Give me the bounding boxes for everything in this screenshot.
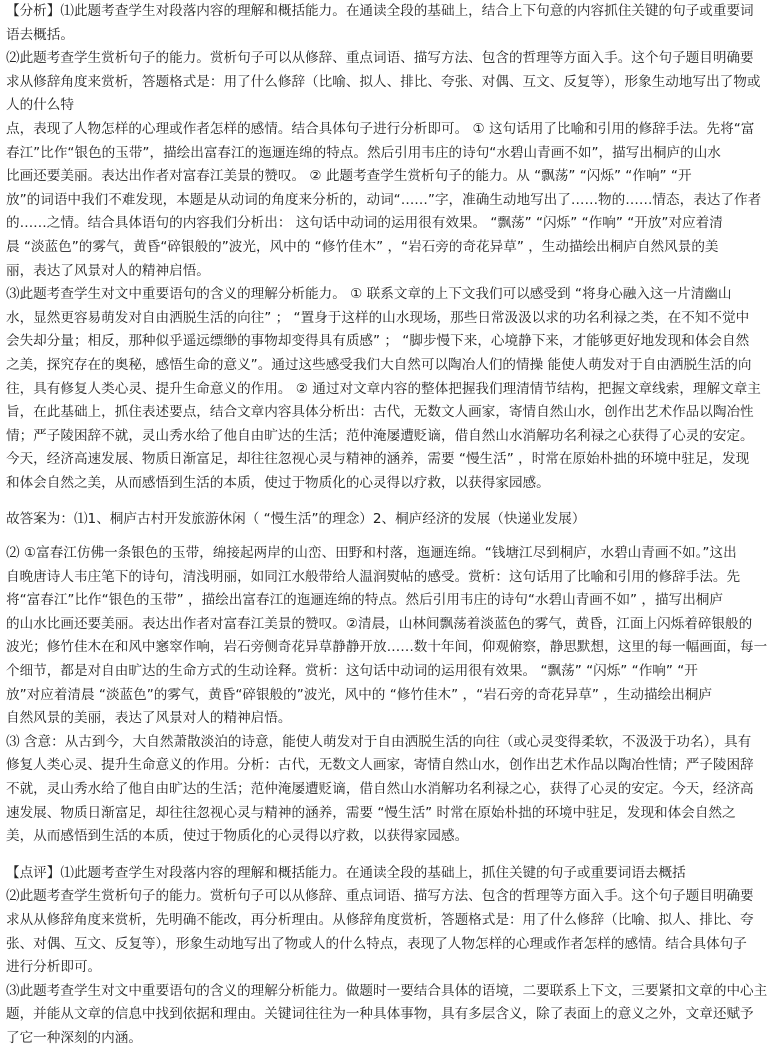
answer-line: 放”对应着清晨 “淡蓝色”的雾气，黄昏“碎银般的”波光，风中的 “修竹佳木” ，“岩石旁的奇花异草” ，生动描绘出桐庐 [6, 686, 712, 703]
section-gap [6, 849, 774, 862]
comment-line: 张、对偶、互文、反复等），形象生动地写出了物或人的什么特点，表现了人物怎样的心理或作者怎样的感情。结合具体句子 [6, 935, 747, 952]
answer-line: 速发展、物质日渐富足，却往往忽视心灵与精神的涵养，需要 “慢生活” 时常在原始朴拙的环境中驻足，发现和体会自然之 [6, 804, 736, 821]
analysis-section [6, 0, 774, 495]
answer-line: 个细节，都是对自由旷达的生命方式的生动诠释。赏析：这句话中动词的运用很有效果。 “飘荡” “闪烁” “作响” “开 [6, 663, 698, 680]
answer-line: 修复人类心灵、提升生命意义的作用。分析：古代，无数文人画家，寄情自然山水，创作出艺术作品以陶冶性情；严子陵困辞 [6, 757, 754, 774]
analysis-line: 的……之情。结合具体语句的内容我们分析出： 这句话中动词的运用很有效果。 “飘荡” “闪烁” “作响” “开放”对应着清 [6, 215, 723, 232]
analysis-line: 往，具有修复人类心灵、提升生命意义的作用。 ② 通过对文章内容的整体把握我们理清情节结构，把握文章线索，理解文章主 [6, 380, 761, 397]
answer-line: 美，从而感悟到生活的本质，使过于物质化的心灵得以疗救，以获得家园感。 [6, 828, 469, 845]
comment-line: 求从从修辞角度来赏析，先明确不能改，再分析理由。从修辞角度赏析，答题格式是：用了什么修辞（比喻、拟人、排比、夸 [6, 911, 754, 928]
analysis-line: 会失却分量；相反，那种似乎遥远缥缈的事物却变得具有质感” ； “脚步慢下来，心境静下来，才能够更好地发现和体会自然 [6, 333, 750, 350]
answer-line: 将“富春江”比作“银色的玉带” ，描绘出富春江的迤逦连绵的特点。然后引用韦庄的诗句“水碧山青画不如” ，描写出桐庐 [6, 592, 723, 609]
analysis-line: 求从修辞角度来赏析，答题格式是：用了什么修辞（比喻、拟人、排比、夸张、对偶、互文、反复等），形象生动地写出了物或人的什么特 [6, 73, 761, 114]
answer-line: 不就，灵山秀水给了他自由旷达的生活；范仲淹屡遭贬谪，借自然山水消解功名利禄之心，获得了心灵的安定。今天，经济高 [6, 781, 754, 797]
answer-line: 故答案为：⑴1、桐庐古村开发旅游休闲（ “慢生活”的理念）2、桐庐经济的发展（快递业发展） [6, 511, 586, 528]
answer-line: 波光；修竹佳木在和风中窸窣作响，岩石旁侧奇花异草静静开放……数十年间，仰观俯察，静思默想，这里的每一幅画面，每一 [6, 639, 768, 656]
comment-line: 进行分析即可。 [6, 959, 102, 976]
analysis-line: 语去概括。 [6, 26, 74, 43]
answer-section [6, 508, 774, 848]
analysis-line: 比画还要美丽。表达出作者对富春江美景的赞叹。 ② 此题考查学生赏析句子的能力。从 “飘荡” “闪烁” “作响” “开 [6, 168, 692, 185]
analysis-line: 春江”比作“银色的玉带”，描绘出富春江的迤逦连绵的特点。然后引用韦庄的诗句“水碧山青画不如”，描写出桐庐的山水 [6, 144, 721, 161]
analysis-line: 之美，探究存在的奥秘，感悟生命的意义”。通过这些感受我们大自然可以陶冶人们的情操 能使人萌发对于自由洒脱生活的向 [6, 356, 752, 373]
analysis-line: ⑶此题考查学生对文中重要语句的含义的理解分析能力。 ① 联系文章的上下文我们可以感受到 “将身心融入这一片清幽山 [6, 286, 732, 303]
analysis-line: 点，表现了人物怎样的心理或作者怎样的感情。结合具体句子进行分析即可。 ① 这句话用了比喻和引用的修辞手法。先将“富 [6, 120, 755, 137]
answer-line: ⑶ 含意：从古到今，大自然萧散淡泊的诗意，能使人萌发对于自由洒脱生活的向往（或心灵变得柔软，不汲汲于功名），具有 [6, 733, 752, 750]
answer-line: 自然风景的美丽，表达了风景对人的精神启悟。 [6, 710, 292, 727]
analysis-line: 放”的词语中我们不难发现，本题是从动词的角度来分析的，动词“……”字，准确生动地写出了……物的……情态，表达了作者 [6, 191, 762, 208]
analysis-line: 【分析】⑴此题考查学生对段落内容的理解和概括能力。在通读全段的基础上，结合上下句意的内容抓住关键的句子或重要词 [6, 3, 754, 19]
analysis-line: 今天，经济高速发展、物质日渐富足，却往往忽视心灵与精神的涵养，需要 “慢生活” ，时常在原始朴拙的环境中驻足，发现 [6, 451, 750, 468]
comment-section [6, 862, 774, 1051]
analysis-line: 丽，表达了风景对人的精神启悟。 [6, 262, 210, 279]
analysis-line: 情；严子陵困辞不就，灵山秀水给了他自由旷达的生活；范仲淹屡遭贬谪，借自然山水消解功名利禄之心获得了心灵的安定。 [6, 427, 754, 444]
comment-line: 【点评】⑴此题考查学生对段落内容的理解和概括能力。在通读全段的基础上，抓住关键的句子或重要词语去概括 [6, 864, 686, 881]
analysis-line: ⑵此题考查学生赏析句子的能力。赏析句子可以从修辞、重点词语、描写方法、包含的哲理等方面入手。这个句子题目明确要 [6, 50, 754, 67]
answer-line: ⑵ ①富春江仿佛一条银色的玉带，绵接起两岸的山峦、田野和村落，迤逦连绵。“钱塘江尽到桐庐，水碧山青画不如。”这出 [6, 545, 737, 562]
analysis-line: 和体会自然之美，从而感悟到生活的本质，使过于物质化的心灵得以疗救，以获得家园感。 [6, 474, 550, 491]
comment-line: 了它一种深刻的内涵。 [6, 1029, 142, 1046]
answer-line: 自晚唐诗人韦庄笔下的诗句，清浅明丽，如同江水般带给人温润熨帖的感受。赏析：这句话用了比喻和引用的修辞手法。先 [6, 568, 741, 585]
comment-line: 题，并能从文章的信息中找到依据和理由。关键词往往为一种具体事物，具有多层含义，除了表面上的意义之外，文章还赋予 [6, 1006, 754, 1023]
analysis-line: 晨 “淡蓝色”的雾气，黄昏“碎银般的”波光，风中的 “修竹佳木” ，“岩石旁的奇花异草” ，生动描绘出桐庐自然风景的美 [6, 238, 719, 255]
paragraph-gap [6, 532, 774, 542]
analysis-line: 水，显然更容易萌发对自由洒脱生活的向往” ； “置身于这样的山水现场，那些日常汲汲以求的功名利禄之类，在不知不觉中 [6, 309, 750, 326]
answer-line: 的山水比画还要美丽。表达出作者对富春江美景的赞叹。②清晨，山林间飘荡着淡蓝色的雾气，黄昏，江面上闪烁着碎银般的 [6, 615, 753, 632]
analysis-line: 旨，在此基础上，抓住表述要点，结合文章内容具体分析出：古代，无数文人画家，寄情自然山水，创作出艺术作品以陶冶性 [6, 404, 754, 421]
section-gap [6, 495, 774, 508]
comment-line: ⑵此题考查学生赏析句子的能力。赏析句子可以从修辞、重点词语、描写方法、包含的哲理等方面入手。这个句子题目明确要 [6, 888, 754, 905]
comment-line: ⑶此题考查学生对文中重要语句的含义的理解分析能力。做题时一要结合具体的语境，二要联系上下文，三要紧扣文章的中心主 [6, 982, 768, 999]
